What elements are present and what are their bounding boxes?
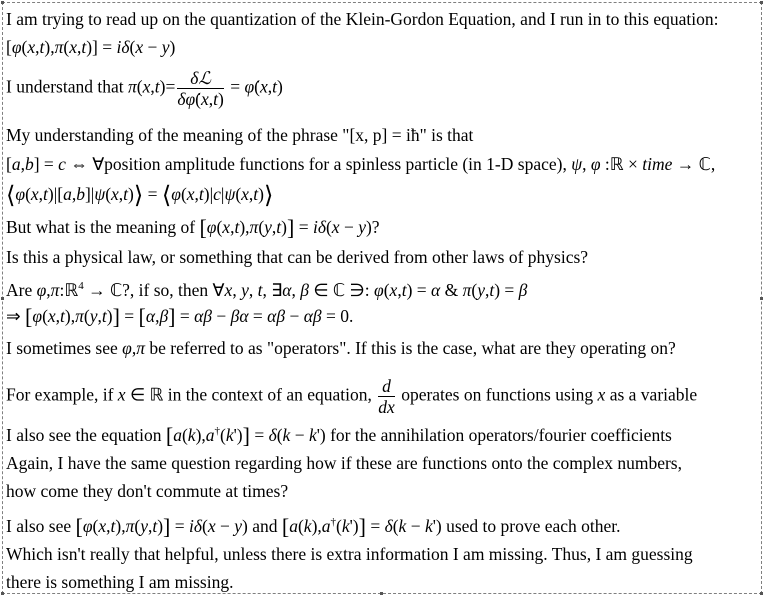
frame-handle [1, 297, 4, 300]
frame-handle [760, 1, 763, 4]
frame-handle [1, 1, 4, 4]
equation-line: I understand that π(x,t)= $\frac{\text{δℒ}}{\delta\varphi̇(x,t)}$ = φ̇(x,t) [6, 68, 283, 109]
equation-line: ⇒ [φ(x,t),π(y,t)] = [α,β] = αβ − βα = αβ − αβ = 0. [6, 304, 354, 329]
text-line: My understanding of the meaning of the phrase "[x, p] = iħ" is that [6, 125, 474, 145]
equation-line: For example, if x ∈ ℝ in the context of an equation, $\frac{d}{dx}$ operates on functions using x as a variable [6, 376, 698, 417]
frame-handle [380, 592, 383, 595]
equation-line: I also see the equation [a(k),a†(k')] = δ(k − k') for the annihilation operators/fourier coefficients [6, 422, 672, 448]
frame-handle [1, 592, 4, 595]
text-line: how come they don't commute at times? [6, 481, 289, 501]
frame-handle [760, 297, 763, 300]
text-line: I am trying to read up on the quantization of the Klein-Gordon Equation, and I run in to this equation: [6, 9, 719, 29]
text-line: Is this a physical law, or something that can be derived from other laws of physics? [6, 247, 589, 267]
equation-line: [φ(x,t),π(x,t)] = iδ(x − y) [6, 37, 176, 57]
text-line: Again, I have the same question regarding how if these are functions onto the complex numbers, [6, 453, 682, 473]
frame-handle [760, 592, 763, 595]
text-line: Which isn't really that helpful, unless there is extra information I am missing. Thus, I am guessing [6, 544, 693, 564]
equation-line: I sometimes see φ,π be referred to as "operators". If this is the case, what are they operating on? [6, 338, 676, 358]
equation-line: Are φ,π:ℝ$^4$ → ℂ?, if so, then ∀x, y, t, ∃α, β ∈ ℂ ∋: φ(x,t) = α & π(y,t) = β [6, 279, 528, 300]
text-line: there is something I am missing. [6, 572, 234, 592]
equation-line: But what is the meaning of [φ(x,t),π(y,t)] = iδ(x − y)? [6, 215, 380, 240]
equation-line: [a,b] = c ⇔ ∀position amplitude functions for a spinless particle (in 1-D space), ψ, φ :ℝ × time → ℂ, [6, 154, 716, 174]
equation-line: I also see [φ(x,t),π(y,t)] = iδ(x − y) and [a(k),a†(k')] = δ(k − k') used to prove each other. [6, 513, 621, 539]
equation-line: ⟨φ(x,t)|[a,b]|ψ(x,t)⟩ = ⟨φ(x,t)|c|ψ(x,t)⟩ [6, 183, 274, 209]
